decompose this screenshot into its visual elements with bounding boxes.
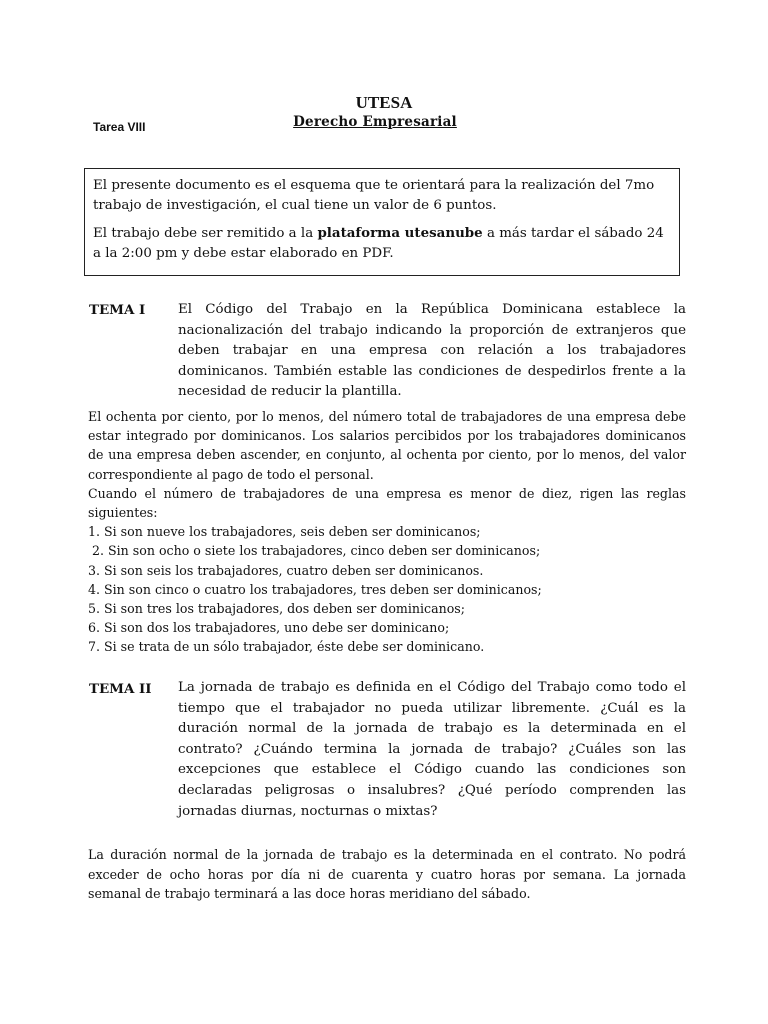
instructions-paragraph-2	[93, 223, 671, 264]
instructions-box	[84, 168, 680, 276]
list-item: 3. Si son seis los trabajadores, cuatro deben ser dominicanos.	[88, 562, 484, 578]
instructions-text-before: El trabajo debe ser remitido a la	[93, 226, 318, 241]
tema-1-answer-paragraph-2: Cuando el número de trabajadores de una empresa es menor de diez, rigen las reglas siguientes:	[88, 485, 686, 521]
list-item: 7. Si se trata de un sólo trabajador, éste debe ser dominicano.	[88, 639, 485, 655]
list-item: 6. Si son dos los trabajadores, uno debe ser dominicano;	[88, 620, 450, 636]
tema-2-answer: La duración normal de la jornada de trabajo es la determinada en el contrato. No podrá exceder de ocho horas por día ni de cuarenta y cuatro horas por semana. La jornada semanal de trabajo terminará a las doce horas meridiano del sábado.	[88, 847, 686, 901]
list-item: 4. Sin son cinco o cuatro los trabajadores, tres deben ser dominicanos;	[88, 581, 542, 597]
tema-1-question: El Código del Trabajo en la República Dominicana establece la nacionalización del trabajo indicando la proporción de extranjeros que deben trabajar en una empresa con relación a los trabajadores dominicanos. También estable las condiciones de despedirlos frente a la necesidad de reducir la plantilla.	[178, 302, 686, 400]
list-item: 5. Si son tres los trabajadores, dos deben ser dominicanos;	[88, 601, 465, 617]
tema-1-label: TEMA I	[89, 302, 146, 318]
instructions-text-after: a más tardar el sábado 24 a la 2:00 pm y debe estar elaborado en PDF.	[93, 226, 664, 261]
nationality-rules-list	[88, 522, 686, 656]
task-label: Tarea VIII	[93, 120, 146, 134]
tema-2-question: La jornada de trabajo es definida en el Código del Trabajo como todo el tiempo que el trabajador no pueda utilizar libremente. ¿Cuál es la duración normal de la jornada de trabajo es la determinada en el contrato? ¿Cuándo termina la jornada de trabajo? ¿Cuáles son las excepciones que establece el Código cuando las condiciones son declaradas peligrosas o insalubres? ¿Qué período comprenden las jornadas diurnas, nocturnas o mixtas?	[178, 680, 686, 819]
instructions-paragraph-1: El presente documento es el esquema que te orientará para la realización del 7mo trabajo de investigación, el cual tiene un valor de 6 puntos.	[93, 178, 655, 213]
tema-1-answer	[88, 407, 686, 657]
tema-1-answer-paragraph-1: El ochenta por ciento, por lo menos, del número total de trabajadores de una empresa debe estar integrado por dominicanos. Los salarios percibidos por los trabajadores dominicanos de una empresa deben ascender, en conjunto, al ochenta por ciento, por lo menos, del valor correspondiente al pago de todo el personal.	[88, 409, 686, 482]
course-subtitle: Derecho Empresarial	[293, 114, 457, 130]
platform-name: plataforma utesanube	[317, 225, 483, 241]
list-item: 1. Si son nueve los trabajadores, seis deben ser dominicanos;	[88, 524, 481, 540]
tema-2-label: TEMA II	[89, 681, 152, 697]
institution-title: UTESA	[355, 93, 413, 112]
list-item: 2. Sin son ocho o siete los trabajadores, cinco deben ser dominicanos;	[88, 543, 541, 559]
